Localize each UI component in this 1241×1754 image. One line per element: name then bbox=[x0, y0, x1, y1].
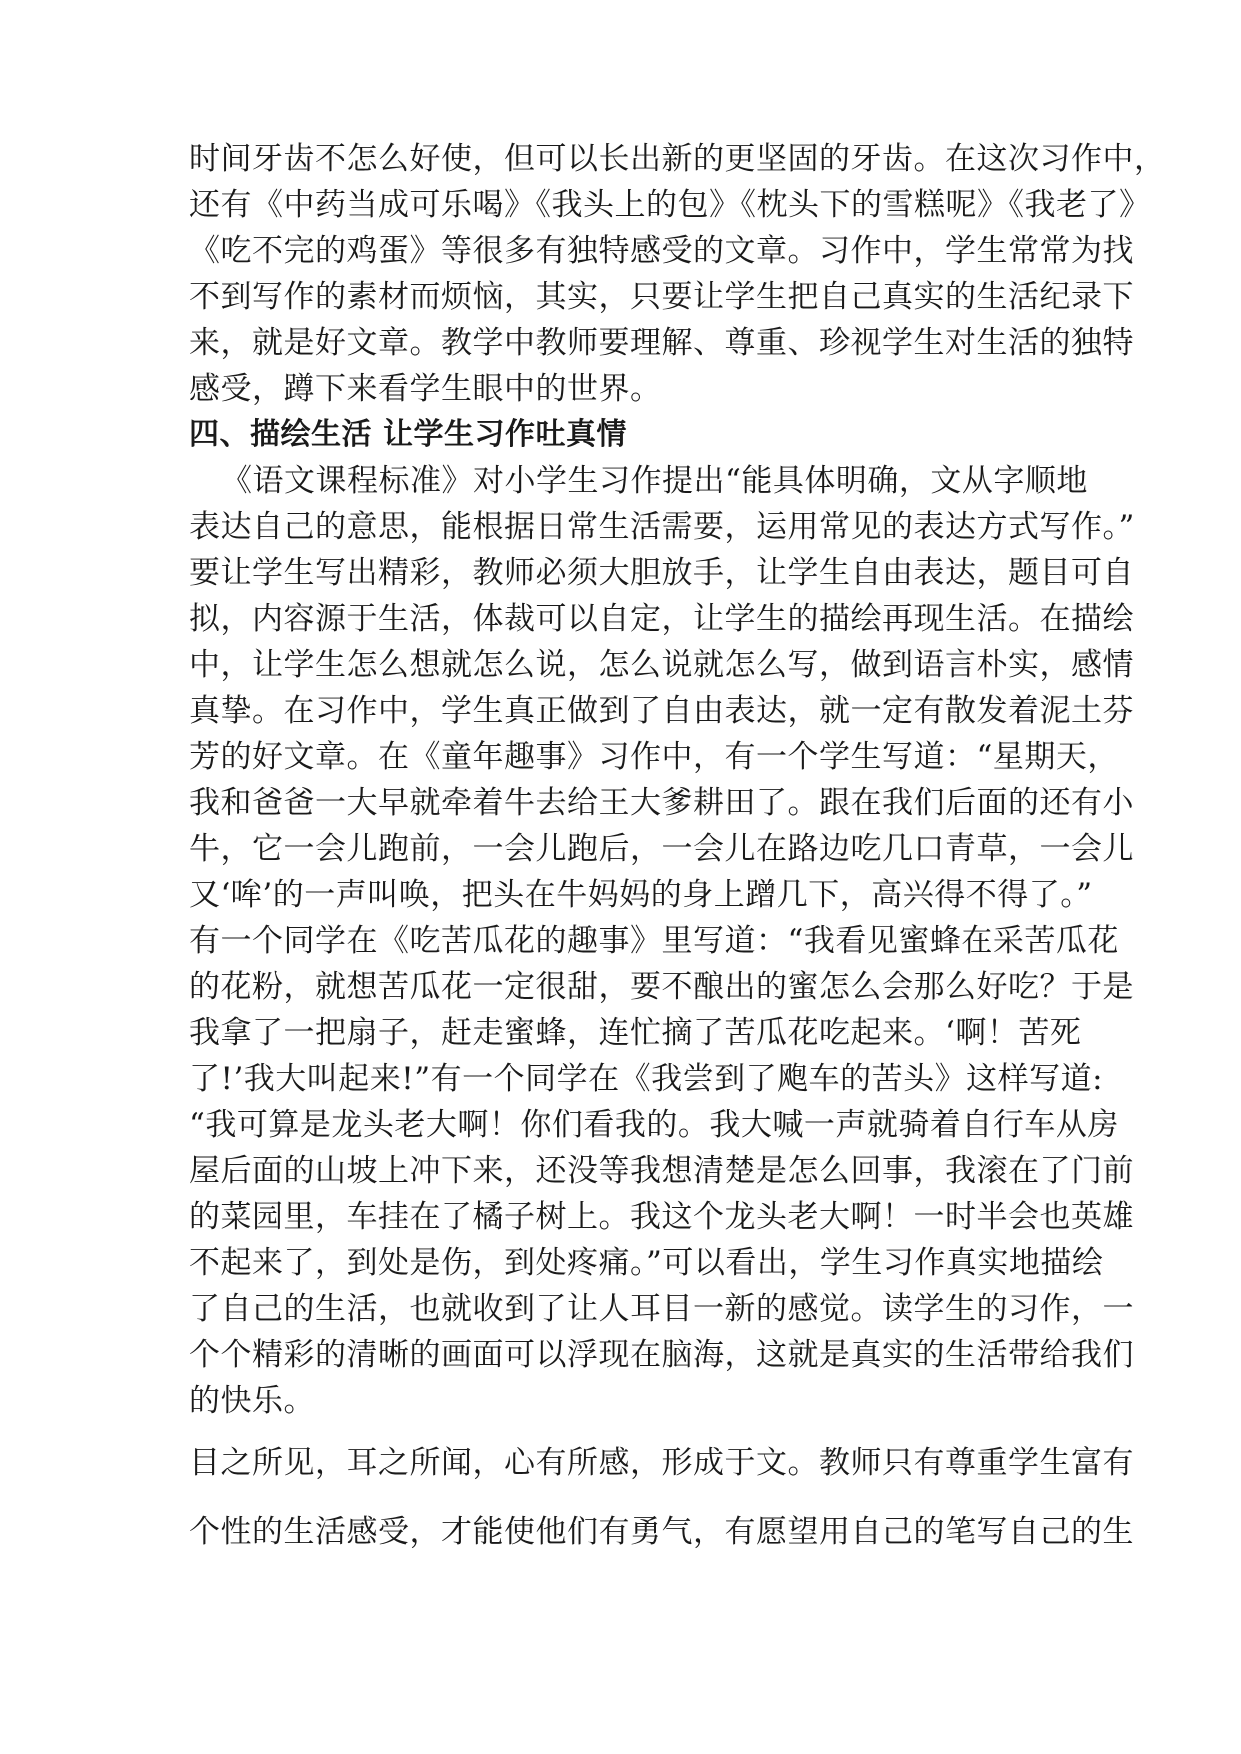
text-line-22: “我可算是龙头老大啊！你们看我的。我大喊一声就骑着自行车从房 bbox=[189, 1107, 1119, 1143]
text-line-25: 不起来了，到处是伤，到处疼痛。”可以看出，学生习作真实地描绘 bbox=[189, 1245, 1104, 1281]
text-line-11: 拟，内容源于生活，体裁可以自定，让学生的描绘再现生活。在描绘 bbox=[189, 601, 1134, 637]
text-line-24: 的菜园里，车挂在了橘子树上。我这个龙头老大啊！一时半会也英雄 bbox=[189, 1199, 1134, 1235]
text-line-15: 我和爸爸一大早就牵着牛去给王大爹耕田了。跟在我们后面的还有小 bbox=[189, 785, 1134, 821]
text-line-9: 表达自己的意思，能根据日常生活需要，运用常见的表达方式写作。” bbox=[189, 509, 1135, 545]
text-line-18: 有一个同学在《吃苦瓜花的趣事》里写道：“我看见蜜蜂在采苦瓜花 bbox=[189, 923, 1119, 959]
text-line-13: 真挚。在习作中，学生真正做到了自由表达，就一定有散发着泥土芬 bbox=[189, 693, 1134, 729]
text-line-10: 要让学生写出精彩，教师必须大胆放手，让学生自由表达，题目可自 bbox=[189, 555, 1134, 591]
text-line-19: 的花粉，就想苦瓜花一定很甜，要不酿出的蜜怎么会那么好吃？于是 bbox=[189, 969, 1134, 1005]
text-line-21: 了!’我大叫起来!”有一个同学在《我尝到了飑车的苦头》这样写道: bbox=[189, 1061, 1104, 1097]
text-line-5: 来，就是好文章。教学中教师要理解、尊重、珍视学生对生活的独特 bbox=[189, 325, 1134, 361]
text-line-3: 《吃不完的鸡蛋》等很多有独特感受的文章。习作中，学生常常为找 bbox=[189, 233, 1134, 269]
section-heading: 四、描绘生活 让学生习作吐真情 bbox=[189, 417, 627, 452]
text-line-29: 目之所见，耳之所闻，心有所感，形成于文。教师只有尊重学生富有 bbox=[189, 1445, 1134, 1481]
text-line-8: 《语文课程标准》对小学生习作提出“能具体明确，文从字顺地 bbox=[221, 463, 1088, 499]
text-line-28: 的快乐。 bbox=[189, 1383, 315, 1419]
text-line-26: 了自己的生活，也就收到了让人耳目一新的感觉。读学生的习作，一 bbox=[189, 1291, 1134, 1327]
text-line-17: 又‘哞’的一声叫唤，把头在牛妈妈的身上蹭几下，高兴得不得了。” bbox=[189, 877, 1093, 913]
text-line-12: 中，让学生怎么想就怎么说，怎么说就怎么写，做到语言朴实，感情 bbox=[189, 647, 1134, 683]
text-line-14: 芳的好文章。在《童年趣事》习作中，有一个学生写道：“星期天， bbox=[189, 739, 1119, 775]
text-line-30: 个性的生活感受，才能使他们有勇气，有愿望用自己的笔写自己的生 bbox=[189, 1514, 1134, 1550]
text-line-23: 屋后面的山坡上冲下来，还没等我想清楚是怎么回事，我滚在了门前 bbox=[189, 1153, 1134, 1189]
text-line-4: 不到写作的素材而烦恼，其实，只要让学生把自己真实的生活纪录下 bbox=[189, 279, 1134, 315]
text-line-6: 感受，蹲下来看学生眼中的世界。 bbox=[189, 371, 662, 407]
text-line-16: 牛，它一会儿跑前，一会儿跑后，一会儿在路边吃几口青草，一会儿 bbox=[189, 831, 1134, 867]
text-line-20: 我拿了一把扇子，赶走蜜蜂，连忙摘了苦瓜花吃起来。‘啊！苦死 bbox=[189, 1015, 1082, 1051]
text-line-27: 个个精彩的清晰的画面可以浮现在脑海，这就是真实的生活带给我们 bbox=[189, 1337, 1134, 1373]
text-line-1: 时间牙齿不怎么好使，但可以长出新的更坚固的牙齿。在这次习作中， bbox=[189, 141, 1166, 177]
text-line-2: 还有《中药当成可乐喝》《我头上的包》《枕头下的雪糕呢》《我老了》 bbox=[189, 187, 1151, 223]
